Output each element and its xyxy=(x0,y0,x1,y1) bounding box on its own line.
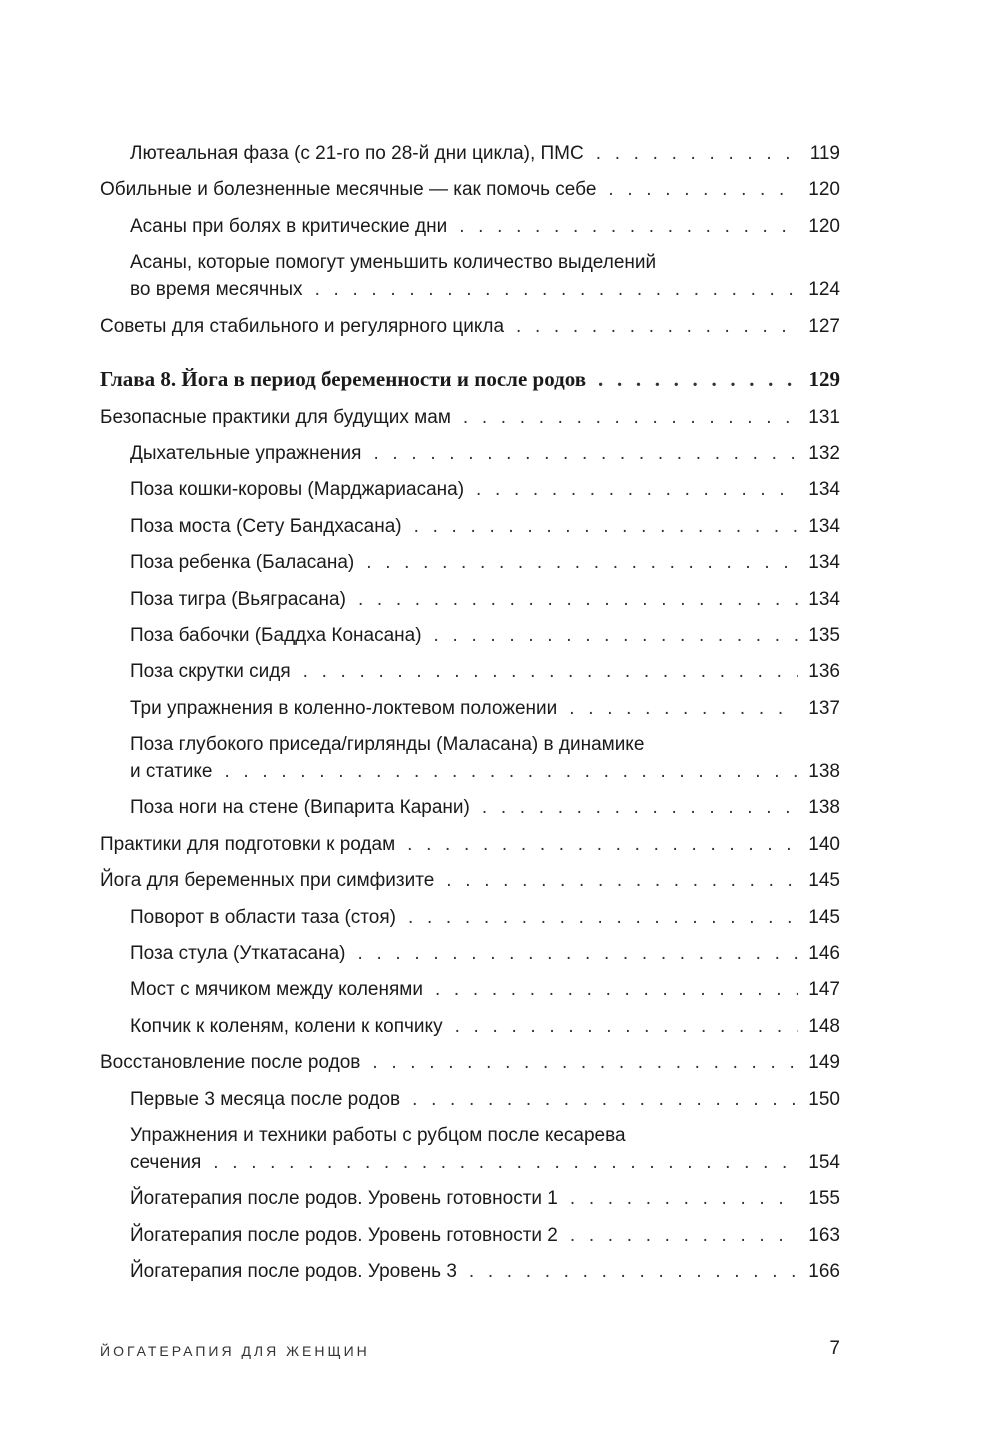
dot-leader xyxy=(435,976,798,1003)
dot-leader xyxy=(358,940,799,967)
toc-entry[interactable] xyxy=(100,1049,840,1076)
toc-entry-page: 138 xyxy=(808,797,840,819)
toc-entry[interactable] xyxy=(100,476,840,503)
toc-entry-title: Безопасные практики для будущих мам xyxy=(100,406,451,428)
dot-leader xyxy=(469,1258,798,1285)
dot-leader xyxy=(358,586,798,613)
toc-entry[interactable] xyxy=(100,586,840,613)
toc-entry-page: 120 xyxy=(808,215,840,237)
toc-entry-page: 134 xyxy=(808,588,840,610)
toc-entry[interactable] xyxy=(100,140,840,167)
toc-entry-title: Поза бабочки (Баддха Конасана) xyxy=(130,624,422,646)
dot-leader xyxy=(608,176,798,203)
toc-entry-title: Лютеальная фаза (с 21-го по 28-й дни цикла), ПМС xyxy=(130,143,584,164)
toc-entry-title: Йогатерапия после родов. Уровень готовности 2 xyxy=(130,1224,558,1246)
toc-entry[interactable] xyxy=(100,976,840,1003)
toc-entry[interactable] xyxy=(100,249,840,303)
toc-entry-row xyxy=(130,904,840,931)
toc-entry[interactable] xyxy=(100,695,840,722)
toc-entry-page: 127 xyxy=(808,315,840,337)
dot-leader xyxy=(224,758,798,785)
toc-entry-row xyxy=(100,1049,840,1076)
toc-entry[interactable] xyxy=(100,867,840,894)
toc-entry-title: Йогатерапия после родов. Уровень готовности 1 xyxy=(130,1188,558,1210)
toc-entry-row xyxy=(130,622,840,649)
toc-entry-title: Поза стула (Уткатасана) xyxy=(130,943,346,965)
toc-entry-title: Поза кошки-коровы (Марджариасана) xyxy=(130,479,465,501)
toc-chapter-heading[interactable] xyxy=(100,364,840,394)
toc-entry-title: Асаны при болях в критические дни xyxy=(130,215,448,237)
dot-leader xyxy=(407,831,798,858)
toc-entry-title: Первые 3 месяца после родов xyxy=(130,1088,401,1110)
toc-entry[interactable] xyxy=(100,622,840,649)
dot-leader xyxy=(570,1222,798,1249)
toc-entry-row xyxy=(130,758,840,785)
toc-entry-row xyxy=(130,1222,840,1249)
toc-entry[interactable] xyxy=(100,404,840,431)
dot-leader xyxy=(482,794,798,821)
dot-leader xyxy=(434,622,798,649)
toc-entry[interactable] xyxy=(100,549,840,576)
dot-leader xyxy=(408,904,798,931)
toc-entry-row xyxy=(130,213,840,240)
toc-entry-page: 166 xyxy=(808,1261,840,1283)
toc-entry-row xyxy=(130,1149,840,1176)
toc-entry[interactable] xyxy=(100,1086,840,1113)
toc-entry-page: 120 xyxy=(808,179,840,201)
toc-entry-title: Глава 8. Йога в период беременности и после родов xyxy=(100,366,587,391)
toc-entry-title: Восстановление после родов xyxy=(100,1052,361,1074)
toc-entry-page: 150 xyxy=(808,1088,840,1110)
toc-entry-row xyxy=(100,176,840,203)
toc-entry-title: Поза ребенка (Баласана) xyxy=(130,552,355,574)
toc-entry-row xyxy=(130,140,840,167)
toc-entry-page: 155 xyxy=(808,1188,840,1210)
dot-leader xyxy=(372,1049,798,1076)
running-footer-title: ЙОГАТЕРАПИЯ ДЛЯ ЖЕНЩИН xyxy=(100,1343,370,1359)
dot-leader xyxy=(315,276,798,303)
toc-entry-row xyxy=(130,586,840,613)
toc-entry-page: 134 xyxy=(808,515,840,537)
toc-entry-title: Йогатерапия после родов. Уровень 3 xyxy=(130,1261,457,1283)
toc-entry-page: 119 xyxy=(809,143,840,164)
toc-entry-row xyxy=(100,404,840,431)
toc-entry-page: 163 xyxy=(808,1224,840,1246)
toc-entry[interactable] xyxy=(100,313,840,340)
toc-entry-row xyxy=(130,440,840,467)
dot-leader xyxy=(373,440,798,467)
toc-entry-title: Три упражнения в коленно-локтевом положении xyxy=(130,697,558,719)
page-number: 7 xyxy=(829,1338,840,1359)
toc-entry-page: 135 xyxy=(808,624,840,646)
dot-leader xyxy=(596,140,798,167)
dot-leader xyxy=(516,313,798,340)
toc-entry[interactable] xyxy=(100,1013,840,1040)
dot-leader xyxy=(303,658,798,685)
toc-entry-title: Обильные и болезненные месячные — как помочь себе xyxy=(100,179,597,201)
dot-leader xyxy=(366,549,798,576)
toc-entry-page: 134 xyxy=(808,552,840,574)
toc-entry-title: Поворот в области таза (стоя) xyxy=(130,906,396,928)
toc-entry-row xyxy=(100,867,840,894)
toc-entry-page: 154 xyxy=(808,1151,840,1173)
dot-leader xyxy=(569,695,798,722)
toc-entry-page: 129 xyxy=(808,366,840,391)
toc-entry-title: Советы для стабильного и регулярного цикла xyxy=(100,315,505,337)
toc-entry-title: во время месячных xyxy=(130,279,303,301)
toc-entry-row xyxy=(130,1258,840,1285)
toc-entry-row xyxy=(100,313,840,340)
toc-entry-row xyxy=(130,940,840,967)
toc-entry-page: 131 xyxy=(808,406,840,428)
table-of-contents xyxy=(100,140,840,1295)
toc-entry-title: сечения xyxy=(130,1151,202,1173)
dot-leader xyxy=(446,867,798,894)
toc-entry-row xyxy=(130,976,840,1003)
toc-entry-row xyxy=(130,513,840,540)
toc-entry-title-line1: Упражнения и техники работы с рубцом после кесарева xyxy=(130,1124,626,1146)
toc-entry-title-line1: Поза глубокого приседа/гирлянды (Маласана) в динамике xyxy=(130,734,645,756)
toc-entry-page: 145 xyxy=(808,906,840,928)
toc-entry[interactable] xyxy=(100,1122,840,1176)
toc-entry-page: 134 xyxy=(808,479,840,501)
toc-entry-page: 140 xyxy=(808,833,840,855)
toc-entry-page: 148 xyxy=(808,1015,840,1037)
dot-leader xyxy=(463,404,798,431)
toc-entry[interactable] xyxy=(100,1185,840,1212)
toc-entry[interactable] xyxy=(100,658,840,685)
toc-entry-title: Поза ноги на стене (Випарита Карани) xyxy=(130,797,470,819)
toc-entry-page: 147 xyxy=(808,979,840,1001)
toc-entry-title: Мост с мячиком между коленями xyxy=(130,979,423,1001)
toc-entry-title: и статике xyxy=(130,761,213,783)
toc-entry-title-line1: Асаны, которые помогут уменьшить количество выделений xyxy=(130,252,657,274)
toc-entry[interactable] xyxy=(100,1258,840,1285)
toc-entry-title: Поза скрутки сидя xyxy=(130,661,291,683)
toc-entry-title: Поза моста (Сету Бандхасана) xyxy=(130,515,402,537)
toc-entry-page: 146 xyxy=(808,943,840,965)
toc-entry[interactable] xyxy=(100,831,840,858)
toc-entry-page: 138 xyxy=(808,761,840,783)
dot-leader xyxy=(598,364,798,394)
toc-entry-page: 137 xyxy=(808,697,840,719)
toc-entry[interactable] xyxy=(100,940,840,967)
toc-entry-title: Копчик к коленям, колени к копчику xyxy=(130,1015,443,1037)
toc-entry-row xyxy=(130,1185,840,1212)
toc-entry-title: Поза тигра (Вьяграсана) xyxy=(130,588,346,610)
toc-entry-title: Дыхательные упражнения xyxy=(130,442,362,464)
toc-entry-title: Йога для беременных при симфизите xyxy=(100,870,435,892)
toc-entry-page: 149 xyxy=(808,1052,840,1074)
toc-entry-page: 136 xyxy=(808,661,840,683)
toc-entry[interactable] xyxy=(100,176,840,203)
toc-entry-page: 124 xyxy=(808,279,840,301)
toc-entry-title: Практики для подготовки к родам xyxy=(100,833,396,855)
dot-leader xyxy=(459,213,798,240)
dot-leader xyxy=(476,476,798,503)
dot-leader xyxy=(570,1185,798,1212)
toc-entry-row xyxy=(130,1086,840,1113)
dot-leader xyxy=(414,513,798,540)
toc-entry[interactable] xyxy=(100,440,840,467)
toc-entry[interactable] xyxy=(100,794,840,821)
toc-entry-row xyxy=(130,1013,840,1040)
dot-leader xyxy=(213,1149,798,1176)
toc-entry-row xyxy=(130,549,840,576)
toc-entry[interactable] xyxy=(100,513,840,540)
toc-entry-row xyxy=(130,658,840,685)
toc-entry-row xyxy=(130,695,840,722)
toc-entry[interactable] xyxy=(100,904,840,931)
toc-entry[interactable] xyxy=(100,731,840,785)
toc-entry-row xyxy=(130,794,840,821)
toc-entry-row xyxy=(100,831,840,858)
toc-entry-row xyxy=(130,276,840,303)
toc-entry-row xyxy=(100,364,840,394)
dot-leader xyxy=(455,1013,798,1040)
toc-entry-page: 145 xyxy=(808,870,840,892)
toc-entry[interactable] xyxy=(100,213,840,240)
toc-entry-page: 132 xyxy=(808,442,840,464)
dot-leader xyxy=(412,1086,798,1113)
toc-entry[interactable] xyxy=(100,1222,840,1249)
toc-entry-row xyxy=(130,476,840,503)
